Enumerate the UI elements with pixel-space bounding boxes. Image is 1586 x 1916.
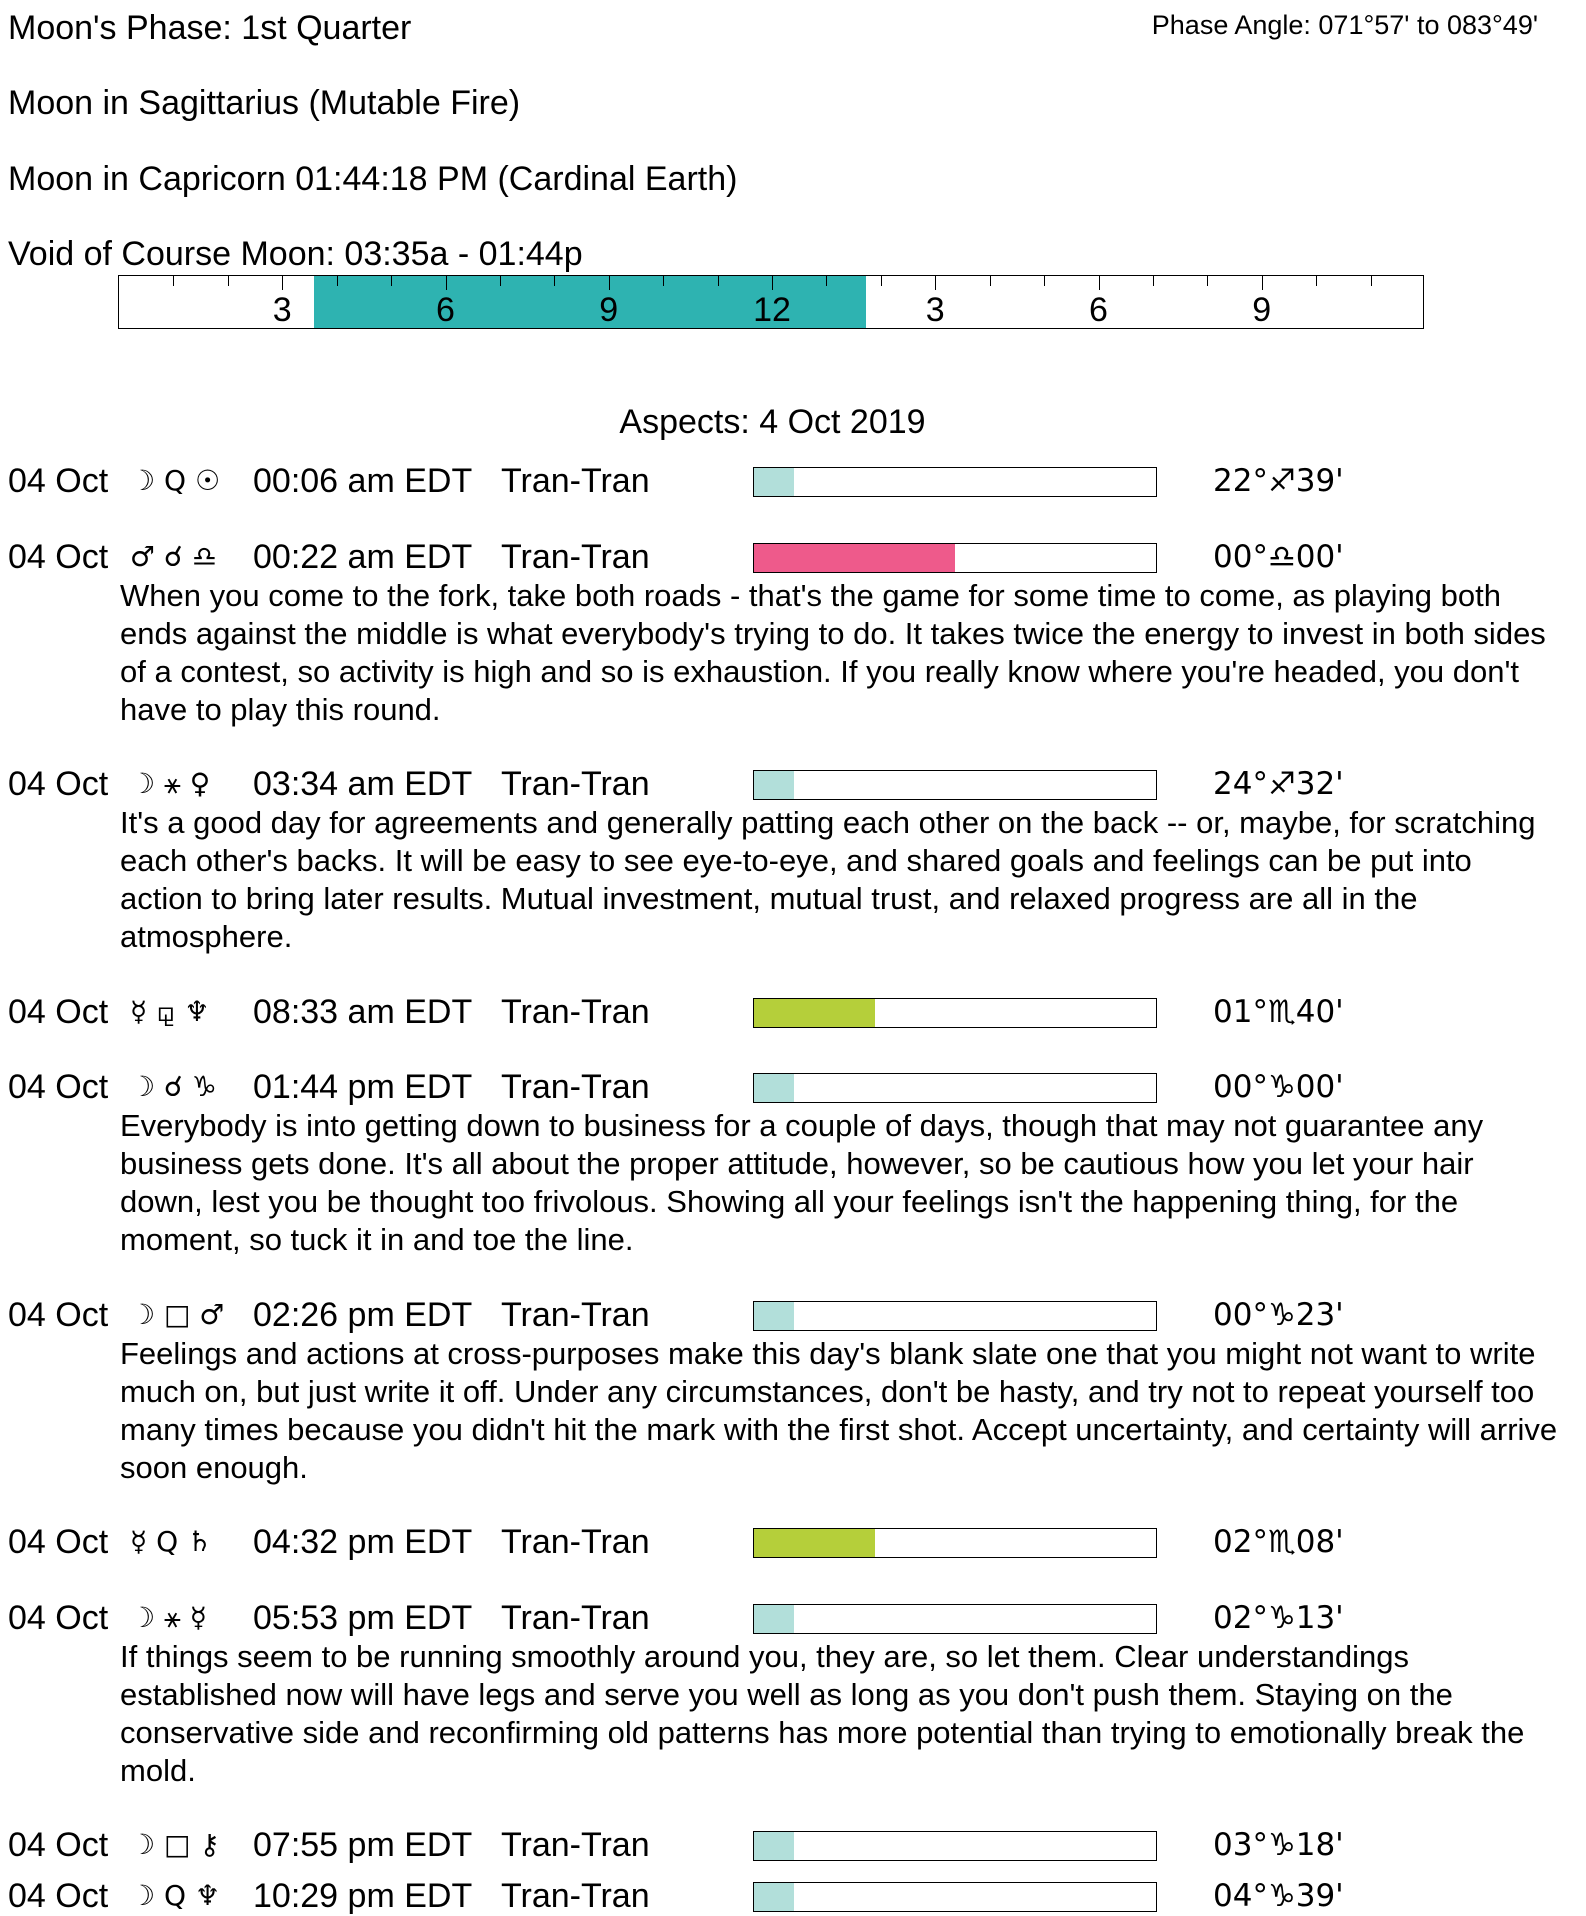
aspect-strength-fill [754, 1302, 794, 1330]
aspect-row [8, 537, 1568, 577]
timeline-tick [663, 276, 664, 286]
aspect-strength-fill [754, 1605, 794, 1633]
aspect-date: 04 Oct [8, 537, 109, 576]
aspect-glyphs: ☽ □ ⚷ [130, 1828, 220, 1861]
aspect-glyphs: ☿ Q ♄ [130, 1525, 213, 1558]
aspect-time: 00:22 am EDT [253, 537, 473, 576]
timeline-hour-label: 12 [753, 291, 791, 329]
aspect-position: 04°♑39' [1213, 1878, 1344, 1914]
aspect-date: 04 Oct [8, 462, 109, 500]
moon-phase: Moon's Phase: 1st Quarter [8, 9, 412, 47]
aspect-interpretation: If things seem to be running smoothly around you, they are, so let them. Clear understandings established now will have legs and serve you well as long as you don't push them. Staying on the conservative side and reconfirming old patterns has more potential than trying to emotionally break the mold. [120, 1638, 1525, 1788]
timeline-tick [1316, 276, 1317, 286]
aspect-row [8, 1598, 1568, 1638]
aspect-strength-fill [754, 1529, 875, 1557]
timeline-hour-label: 3 [272, 291, 292, 329]
moon-sign-capricorn: Moon in Capricorn 01:44:18 PM (Cardinal Earth) [8, 160, 738, 198]
aspect-strength-bar [753, 543, 1157, 573]
aspect-strength-fill [754, 468, 794, 496]
timeline-tick [391, 276, 392, 286]
aspect-time: 03:34 am EDT [253, 765, 473, 803]
void-of-course-label: Void of Course Moon: 03:35a - 01:44p [8, 235, 583, 273]
aspect-type: Tran-Tran [501, 1598, 650, 1637]
aspect-type: Tran-Tran [501, 765, 650, 803]
timeline-hour-label: 6 [1089, 291, 1108, 329]
aspect-position: 00°♑00' [1213, 1069, 1344, 1105]
aspect-position: 01°♏40' [1213, 993, 1344, 1030]
aspect-row [8, 1825, 1568, 1865]
aspect-strength-bar [753, 1528, 1157, 1558]
aspect-position: 00°♑23' [1213, 1296, 1344, 1333]
aspect-row [8, 1876, 1568, 1916]
aspect-type: Tran-Tran [501, 992, 650, 1031]
aspect-position: 24°♐32' [1213, 766, 1344, 802]
aspect-date: 04 Oct [8, 1068, 109, 1106]
timeline-tick [554, 276, 555, 286]
timeline-tick [935, 276, 936, 290]
aspect-interpretation: Feelings and actions at cross-purposes make this day's blank slate one that you might not want to write much on, but just write it off. Under any circumstances, don't be hasty, and try not to repeat yourself too many times because you didn't hit the mark with the first shot. Accept uncertainty, and certainty will arrive soon enough. [120, 1335, 1558, 1485]
aspect-position: 02°♑13' [1213, 1599, 1344, 1636]
aspect-strength-fill [754, 1883, 794, 1911]
timeline-tick [228, 276, 229, 286]
aspect-date: 04 Oct [8, 992, 109, 1031]
aspect-time: 02:26 pm EDT [253, 1295, 473, 1334]
timeline-tick [772, 276, 773, 290]
timeline-tick [881, 276, 882, 286]
timeline-tick [446, 276, 447, 290]
aspect-strength-fill [754, 771, 794, 799]
aspect-glyphs: ☽ Q ♆ [130, 1879, 221, 1912]
aspect-position: 02°♏08' [1213, 1524, 1344, 1560]
aspect-strength-bar [753, 770, 1157, 800]
aspect-type: Tran-Tran [501, 1295, 650, 1334]
aspect-strength-bar [753, 1301, 1157, 1331]
aspect-interpretation: Everybody is into getting down to business for a couple of days, though that may not guarantee any business gets done. It's all about the proper attitude, however, so be cautious how you let your hair down, lest you be thought too frivolous. Showing all your feelings isn't the happening thing, for the moment, so tuck it in and toe the line. [120, 1108, 1484, 1257]
aspect-row [8, 461, 1568, 501]
aspect-glyphs: ☽ ⚹ ♀ [130, 767, 211, 800]
aspect-strength-fill [754, 1074, 794, 1102]
timeline-tick [1371, 276, 1372, 286]
aspects-title: Aspects: 4 Oct 2019 [619, 403, 926, 441]
aspect-time: 08:33 am EDT [253, 992, 473, 1031]
moon-sign-sagittarius: Moon in Sagittarius (Mutable Fire) [8, 84, 521, 122]
aspect-time: 07:55 pm EDT [253, 1826, 473, 1864]
aspect-strength-bar [753, 1882, 1157, 1912]
aspect-time: 00:06 am EDT [253, 462, 473, 500]
void-of-course-timeline [118, 275, 1424, 329]
aspect-type: Tran-Tran [501, 537, 650, 576]
aspect-type: Tran-Tran [501, 1523, 650, 1561]
aspect-interpretation: It's a good day for agreements and generally patting each other on the back -- or, maybe, for scratching each other's backs. It will be easy to see eye-to-eye, and shared goals and feelings can be put into action to bring later results. Mutual investment, mutual trust, and relaxed progress are all in the atmosphere. [120, 805, 1536, 954]
aspect-date: 04 Oct [8, 1523, 109, 1561]
aspect-date: 04 Oct [8, 1877, 109, 1915]
aspect-strength-bar [753, 998, 1157, 1028]
timeline-hour-label: 9 [599, 291, 619, 329]
timeline-hour-label: 6 [436, 291, 455, 329]
aspect-strength-fill [754, 1832, 794, 1860]
aspect-strength-bar [753, 1604, 1157, 1634]
aspect-strength-fill [754, 999, 875, 1027]
timeline-tick [718, 276, 719, 286]
aspect-time: 04:32 pm EDT [253, 1523, 473, 1561]
aspect-row [8, 1295, 1568, 1335]
aspect-date: 04 Oct [8, 1295, 109, 1334]
aspect-glyphs: ☽ Q ☉ [130, 464, 221, 497]
timeline-tick [1044, 276, 1045, 286]
phase-angle: Phase Angle: 071°57' to 083°49' [1151, 10, 1538, 40]
aspect-row [8, 764, 1568, 804]
aspect-time: 10:29 pm EDT [253, 1877, 473, 1915]
aspect-glyphs: ☿ ⚼ ♆ [130, 994, 210, 1028]
timeline-tick [1262, 276, 1263, 290]
timeline-tick [337, 276, 338, 286]
aspect-position: 00°♎00' [1213, 538, 1344, 575]
aspect-type: Tran-Tran [501, 1877, 650, 1915]
aspect-date: 04 Oct [8, 765, 109, 803]
aspect-type: Tran-Tran [501, 462, 650, 500]
aspect-date: 04 Oct [8, 1826, 109, 1864]
aspect-glyphs: ☽ ⚹ ☿ [130, 1600, 207, 1634]
timeline-tick [826, 276, 827, 286]
aspect-glyphs: ☽ □ ♂ [130, 1297, 225, 1331]
aspect-strength-bar [753, 467, 1157, 497]
aspect-strength-fill [754, 544, 955, 572]
aspect-type: Tran-Tran [501, 1068, 650, 1106]
aspect-interpretation: When you come to the fork, take both roads - that's the game for some time to come, as playing both ends against the middle is what everybody's trying to do. It takes twice the energy to invest in both sides of a contest, so activity is high and so is exhaustion. If you really know where you're headed, you don't have to play this round. [120, 577, 1546, 727]
aspect-glyphs: ♂ ☌ ♎ [130, 539, 217, 573]
aspect-row [8, 992, 1568, 1032]
timeline-tick [1099, 276, 1100, 290]
timeline-hour-label: 3 [925, 291, 945, 329]
timeline-tick [282, 276, 283, 290]
aspect-strength-bar [753, 1073, 1157, 1103]
timeline-tick [990, 276, 991, 286]
timeline-tick [1207, 276, 1208, 286]
aspect-time: 05:53 pm EDT [253, 1598, 473, 1637]
aspect-time: 01:44 pm EDT [253, 1068, 473, 1106]
aspect-position: 03°♑18' [1213, 1827, 1344, 1863]
aspect-type: Tran-Tran [501, 1826, 650, 1864]
aspect-glyphs: ☽ ☌ ♑ [130, 1070, 217, 1103]
timeline-tick [609, 276, 610, 290]
aspect-row [8, 1522, 1568, 1562]
aspect-row [8, 1067, 1568, 1107]
timeline-tick [1153, 276, 1154, 286]
timeline-hour-label: 9 [1252, 291, 1272, 329]
aspect-date: 04 Oct [8, 1598, 109, 1637]
aspect-position: 22°♐39' [1213, 463, 1344, 499]
timeline-tick [173, 276, 174, 286]
aspect-strength-bar [753, 1831, 1157, 1861]
timeline-tick [500, 276, 501, 286]
